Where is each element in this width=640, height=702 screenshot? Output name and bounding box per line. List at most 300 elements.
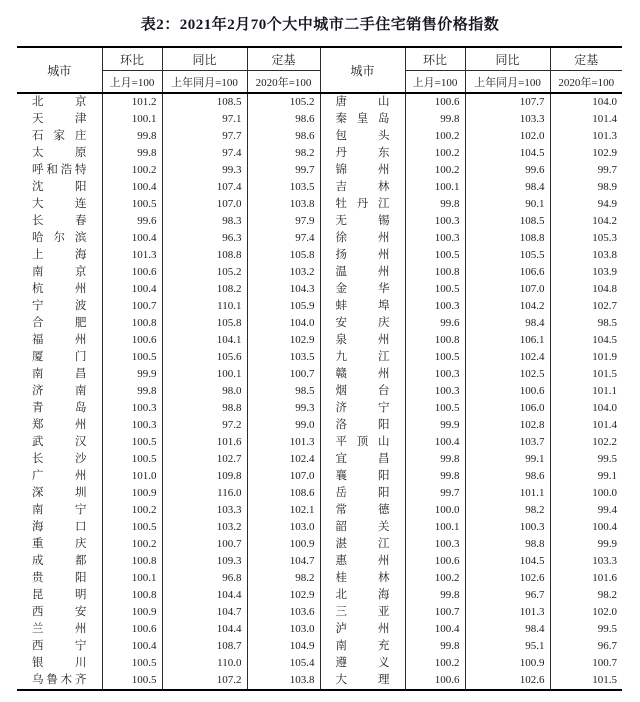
city-cell: 上海	[32, 249, 87, 261]
city-cell: 北海	[320, 587, 405, 604]
mom-value-cell: 100.8	[102, 315, 162, 332]
fixedbase-value-cell: 100.7	[247, 366, 320, 383]
table-body	[17, 93, 622, 690]
fixedbase-value-cell: 98.9	[550, 179, 622, 196]
yoy-value-cell: 108.5	[465, 213, 550, 230]
table-row	[17, 298, 622, 315]
yoy-value-cell: 108.5	[162, 93, 247, 111]
fixedbase-value-cell: 98.2	[247, 570, 320, 587]
yoy-value-cell: 98.2	[465, 502, 550, 519]
city-cell: 唐山	[320, 93, 405, 111]
mom-value-cell: 100.6	[102, 332, 162, 349]
mom-value-cell: 100.1	[405, 179, 465, 196]
city-cell: 金华	[320, 281, 405, 298]
mom-value-cell: 100.7	[102, 298, 162, 315]
mom-value-cell: 100.6	[102, 264, 162, 281]
table-row	[17, 264, 622, 281]
yoy-value-cell: 102.7	[162, 451, 247, 468]
city-cell: 合肥	[32, 317, 87, 329]
fixedbase-value-cell: 101.5	[550, 672, 622, 690]
city-cell: 泸州	[320, 621, 405, 638]
yoy-value-cell: 103.2	[162, 519, 247, 536]
yoy-value-cell: 100.6	[465, 383, 550, 400]
table-row	[17, 570, 622, 587]
fixedbase-value-cell: 103.3	[550, 553, 622, 570]
city-cell: 平顶山	[320, 434, 405, 451]
yoy-value-cell: 101.6	[162, 434, 247, 451]
yoy-value-cell: 98.4	[465, 315, 550, 332]
fixedbase-value-cell: 104.0	[247, 315, 320, 332]
city-cell: 长沙	[32, 453, 87, 465]
yoy-value-cell: 107.4	[162, 179, 247, 196]
fixedbase-value-cell: 103.8	[247, 196, 320, 213]
table-row	[17, 179, 622, 196]
mom-value-cell: 100.5	[405, 281, 465, 298]
table-row	[17, 604, 622, 621]
yoy-value-cell: 109.8	[162, 468, 247, 485]
fixedbase-value-cell: 105.9	[247, 298, 320, 315]
yoy-value-cell: 100.3	[465, 519, 550, 536]
fixedbase-value-cell: 104.0	[550, 400, 622, 417]
fixedbase-value-cell: 107.0	[247, 468, 320, 485]
mom-value-cell: 100.3	[405, 230, 465, 247]
fixedbase-value-cell: 102.9	[550, 145, 622, 162]
yoy-value-cell: 90.1	[465, 196, 550, 213]
mom-value-cell: 100.5	[405, 349, 465, 366]
mom-value-cell: 100.2	[405, 570, 465, 587]
mom-value-cell: 100.3	[405, 366, 465, 383]
city-cell: 扬州	[320, 247, 405, 264]
mom-value-cell: 100.8	[102, 587, 162, 604]
table-row	[17, 655, 622, 672]
table-row	[17, 519, 622, 536]
mom-value-cell: 100.5	[405, 400, 465, 417]
city-cell: 青岛	[32, 402, 87, 414]
fixedbase-value-cell: 98.2	[550, 587, 622, 604]
yoy-value-cell: 95.1	[465, 638, 550, 655]
fixedbase-value-cell: 102.0	[550, 604, 622, 621]
mom-value-cell: 100.8	[102, 553, 162, 570]
yoy-value-cell: 104.7	[162, 604, 247, 621]
mom-value-cell: 100.4	[405, 434, 465, 451]
fixedbase-value-cell: 99.4	[550, 502, 622, 519]
fixedbase-value-cell: 104.9	[247, 638, 320, 655]
city-cell: 遵义	[320, 655, 405, 672]
city-cell: 丹东	[320, 145, 405, 162]
city-cell: 大理	[320, 672, 405, 690]
city-cell: 重庆	[32, 538, 87, 550]
yoy-value-cell: 106.0	[465, 400, 550, 417]
mom-value-cell: 100.3	[102, 417, 162, 434]
page-title: 表2：2021年2月70个大中城市二手住宅销售价格指数	[140, 16, 500, 33]
table-row	[17, 400, 622, 417]
mom-value-cell: 100.9	[102, 604, 162, 621]
fixedbase-value-cell: 103.2	[247, 264, 320, 281]
table-row	[17, 366, 622, 383]
fixedbase-value-cell: 96.7	[550, 638, 622, 655]
fixedbase-value-cell: 101.9	[550, 349, 622, 366]
mom-value-cell: 99.9	[102, 366, 162, 383]
city-cell: 徐州	[320, 230, 405, 247]
subheader-yoy-base-left: 上年同月=100	[162, 71, 247, 94]
table-row	[17, 315, 622, 332]
yoy-value-cell: 107.2	[162, 672, 247, 690]
fixedbase-value-cell: 104.8	[550, 281, 622, 298]
yoy-value-cell: 108.8	[162, 247, 247, 264]
city-cell: 蚌埠	[320, 298, 405, 315]
table-row	[17, 213, 622, 230]
yoy-value-cell: 98.4	[465, 621, 550, 638]
table-header	[17, 47, 622, 93]
yoy-value-cell: 96.7	[465, 587, 550, 604]
yoy-value-cell: 105.6	[162, 349, 247, 366]
city-cell: 牡丹江	[320, 196, 405, 213]
col-header-yoy-right: 同比	[465, 47, 550, 71]
table-row	[17, 485, 622, 502]
fixedbase-value-cell: 108.6	[247, 485, 320, 502]
fixedbase-value-cell: 103.6	[247, 604, 320, 621]
yoy-value-cell: 101.3	[465, 604, 550, 621]
fixedbase-value-cell: 100.4	[550, 519, 622, 536]
table-row	[17, 536, 622, 553]
fixedbase-value-cell: 98.2	[247, 145, 320, 162]
table-row	[17, 281, 622, 298]
yoy-value-cell: 105.8	[162, 315, 247, 332]
city-cell: 海口	[32, 521, 87, 533]
mom-value-cell: 99.6	[405, 315, 465, 332]
mom-value-cell: 101.0	[102, 468, 162, 485]
city-cell: 天津	[32, 113, 87, 125]
city-cell: 大连	[32, 198, 87, 210]
yoy-value-cell: 101.1	[465, 485, 550, 502]
mom-value-cell: 100.1	[102, 111, 162, 128]
table-row	[17, 451, 622, 468]
yoy-value-cell: 96.3	[162, 230, 247, 247]
table-row	[17, 502, 622, 519]
yoy-value-cell: 110.1	[162, 298, 247, 315]
fixedbase-value-cell: 103.8	[550, 247, 622, 264]
yoy-value-cell: 107.0	[465, 281, 550, 298]
city-cell: 洛阳	[320, 417, 405, 434]
mom-value-cell: 100.3	[102, 400, 162, 417]
fixedbase-value-cell: 101.6	[550, 570, 622, 587]
yoy-value-cell: 98.0	[162, 383, 247, 400]
mom-value-cell: 100.8	[405, 264, 465, 281]
table-row	[17, 162, 622, 179]
fixedbase-value-cell: 105.3	[550, 230, 622, 247]
fixedbase-value-cell: 101.1	[550, 383, 622, 400]
yoy-value-cell: 96.8	[162, 570, 247, 587]
yoy-value-cell: 98.4	[465, 179, 550, 196]
table-row	[17, 383, 622, 400]
table-row	[17, 247, 622, 264]
yoy-value-cell: 100.7	[162, 536, 247, 553]
yoy-value-cell: 116.0	[162, 485, 247, 502]
col-header-mom-right: 环比	[405, 47, 465, 71]
yoy-value-cell: 102.5	[465, 366, 550, 383]
fixedbase-value-cell: 98.6	[247, 128, 320, 145]
city-cell: 厦门	[32, 351, 87, 363]
city-cell: 兰州	[32, 623, 87, 635]
fixedbase-value-cell: 99.5	[550, 451, 622, 468]
mom-value-cell: 100.5	[405, 247, 465, 264]
yoy-value-cell: 103.7	[465, 434, 550, 451]
city-cell: 深圳	[32, 487, 87, 499]
city-cell: 宜昌	[320, 451, 405, 468]
mom-value-cell: 100.3	[405, 536, 465, 553]
city-cell: 南京	[32, 266, 87, 278]
yoy-value-cell: 110.0	[162, 655, 247, 672]
fixedbase-value-cell: 104.5	[550, 332, 622, 349]
fixedbase-value-cell: 103.0	[247, 621, 320, 638]
table-row	[17, 111, 622, 128]
city-cell: 吉林	[320, 179, 405, 196]
mom-value-cell: 100.2	[405, 128, 465, 145]
city-cell: 济南	[32, 385, 87, 397]
mom-value-cell: 100.4	[102, 230, 162, 247]
table-row	[17, 621, 622, 638]
yoy-value-cell: 107.7	[465, 93, 550, 111]
fixedbase-value-cell: 99.9	[550, 536, 622, 553]
fixedbase-value-cell: 98.5	[550, 315, 622, 332]
subheader-mom-base-right: 上月=100	[405, 71, 465, 94]
subheader-mom-base-left: 上月=100	[102, 71, 162, 94]
city-cell: 三亚	[320, 604, 405, 621]
yoy-value-cell: 108.2	[162, 281, 247, 298]
fixedbase-value-cell: 99.3	[247, 400, 320, 417]
mom-value-cell: 100.5	[102, 349, 162, 366]
yoy-value-cell: 109.3	[162, 553, 247, 570]
mom-value-cell: 100.2	[405, 655, 465, 672]
table-row	[17, 332, 622, 349]
fixedbase-value-cell: 102.7	[550, 298, 622, 315]
yoy-value-cell: 98.8	[465, 536, 550, 553]
table-row	[17, 417, 622, 434]
mom-value-cell: 100.4	[102, 179, 162, 196]
fixedbase-value-cell: 101.3	[550, 128, 622, 145]
subheader-fixed-base-left: 2020年=100	[247, 71, 320, 94]
col-header-yoy-left: 同比	[162, 47, 247, 71]
fixedbase-value-cell: 105.2	[247, 93, 320, 111]
fixedbase-value-cell: 100.9	[247, 536, 320, 553]
mom-value-cell: 100.1	[405, 519, 465, 536]
city-cell: 宁波	[32, 300, 87, 312]
fixedbase-value-cell: 103.8	[247, 672, 320, 690]
city-cell: 太原	[32, 147, 87, 159]
col-header-mom-left: 环比	[102, 47, 162, 71]
city-cell: 福州	[32, 334, 87, 346]
fixedbase-value-cell: 101.3	[247, 434, 320, 451]
city-cell: 郑州	[32, 419, 87, 431]
mom-value-cell: 100.6	[405, 672, 465, 690]
city-cell: 银川	[32, 657, 87, 669]
city-cell: 武汉	[32, 436, 87, 448]
city-cell: 桂林	[320, 570, 405, 587]
city-cell: 北京	[32, 96, 87, 108]
table-row	[17, 553, 622, 570]
fixedbase-value-cell: 105.4	[247, 655, 320, 672]
fixedbase-value-cell: 102.9	[247, 587, 320, 604]
mom-value-cell: 100.3	[405, 213, 465, 230]
table-row	[17, 672, 622, 690]
yoy-value-cell: 102.6	[465, 570, 550, 587]
mom-value-cell: 99.8	[405, 451, 465, 468]
mom-value-cell: 100.5	[102, 672, 162, 690]
col-header-city-left: 城市	[47, 63, 72, 78]
city-cell: 泉州	[320, 332, 405, 349]
mom-value-cell: 100.7	[405, 604, 465, 621]
yoy-value-cell: 98.6	[465, 468, 550, 485]
table-row	[17, 230, 622, 247]
col-header-fixedbase-left: 定基	[247, 47, 320, 71]
yoy-value-cell: 106.6	[465, 264, 550, 281]
yoy-value-cell: 104.4	[162, 587, 247, 604]
mom-value-cell: 100.6	[405, 93, 465, 111]
fixedbase-value-cell: 98.6	[247, 111, 320, 128]
table-row	[17, 196, 622, 213]
mom-value-cell: 100.4	[405, 621, 465, 638]
fixedbase-value-cell: 102.2	[550, 434, 622, 451]
yoy-value-cell: 103.3	[162, 502, 247, 519]
table-row	[17, 587, 622, 604]
yoy-value-cell: 106.1	[465, 332, 550, 349]
mom-value-cell: 100.4	[102, 281, 162, 298]
mom-value-cell: 99.7	[405, 485, 465, 502]
mom-value-cell: 99.6	[102, 213, 162, 230]
title-bar	[0, 0, 640, 46]
fixedbase-value-cell: 99.1	[550, 468, 622, 485]
mom-value-cell: 99.8	[405, 196, 465, 213]
city-cell: 襄阳	[320, 468, 405, 485]
city-cell: 赣州	[320, 366, 405, 383]
city-cell: 惠州	[320, 553, 405, 570]
yoy-value-cell: 102.0	[465, 128, 550, 145]
city-cell: 九江	[320, 349, 405, 366]
fixedbase-value-cell: 104.0	[550, 93, 622, 111]
yoy-value-cell: 97.4	[162, 145, 247, 162]
city-cell: 济宁	[320, 400, 405, 417]
yoy-value-cell: 99.3	[162, 162, 247, 179]
mom-value-cell: 100.5	[102, 655, 162, 672]
city-cell: 杭州	[32, 283, 87, 295]
yoy-value-cell: 98.8	[162, 400, 247, 417]
city-cell: 哈尔滨	[32, 232, 87, 244]
mom-value-cell: 100.2	[102, 502, 162, 519]
table-row	[17, 128, 622, 145]
mom-value-cell: 100.5	[102, 434, 162, 451]
city-cell: 韶关	[320, 519, 405, 536]
yoy-value-cell: 104.5	[465, 553, 550, 570]
mom-value-cell: 101.3	[102, 247, 162, 264]
city-cell: 沈阳	[32, 181, 87, 193]
mom-value-cell: 100.6	[405, 553, 465, 570]
city-cell: 成都	[32, 555, 87, 567]
fixedbase-value-cell: 104.3	[247, 281, 320, 298]
yoy-value-cell: 102.8	[465, 417, 550, 434]
fixedbase-value-cell: 101.5	[550, 366, 622, 383]
yoy-value-cell: 104.5	[465, 145, 550, 162]
fixedbase-value-cell: 99.0	[247, 417, 320, 434]
table-row	[17, 93, 622, 111]
col-header-city-right: 城市	[320, 47, 405, 93]
city-cell: 南充	[320, 638, 405, 655]
yoy-value-cell: 97.7	[162, 128, 247, 145]
fixedbase-value-cell: 97.4	[247, 230, 320, 247]
mom-value-cell: 100.4	[102, 638, 162, 655]
price-index-table	[17, 46, 622, 691]
city-cell: 乌鲁木齐	[32, 674, 87, 686]
city-cell: 包头	[320, 128, 405, 145]
mom-value-cell: 100.2	[405, 145, 465, 162]
mom-value-cell: 100.0	[405, 502, 465, 519]
fixedbase-value-cell: 103.5	[247, 349, 320, 366]
yoy-value-cell: 103.3	[465, 111, 550, 128]
yoy-value-cell: 100.9	[465, 655, 550, 672]
city-cell: 贵阳	[32, 572, 87, 584]
yoy-value-cell: 102.4	[465, 349, 550, 366]
yoy-value-cell: 99.1	[465, 451, 550, 468]
fixedbase-value-cell: 103.0	[247, 519, 320, 536]
mom-value-cell: 101.2	[102, 93, 162, 111]
mom-value-cell: 100.5	[102, 519, 162, 536]
mom-value-cell: 100.9	[102, 485, 162, 502]
mom-value-cell: 99.8	[405, 111, 465, 128]
city-cell: 南宁	[32, 504, 87, 516]
fixedbase-value-cell: 103.9	[550, 264, 622, 281]
city-cell: 西安	[32, 606, 87, 618]
mom-value-cell: 100.2	[102, 162, 162, 179]
city-cell: 广州	[32, 470, 87, 482]
yoy-value-cell: 105.5	[465, 247, 550, 264]
mom-value-cell: 100.2	[102, 536, 162, 553]
table-row	[17, 468, 622, 485]
fixedbase-value-cell: 97.9	[247, 213, 320, 230]
yoy-value-cell: 97.2	[162, 417, 247, 434]
city-cell: 昆明	[32, 589, 87, 601]
yoy-value-cell: 104.2	[465, 298, 550, 315]
yoy-value-cell: 108.7	[162, 638, 247, 655]
mom-value-cell: 100.3	[405, 298, 465, 315]
table-row	[17, 349, 622, 366]
subheader-yoy-base-right: 上年同月=100	[465, 71, 550, 94]
city-cell: 常德	[320, 502, 405, 519]
yoy-value-cell: 98.3	[162, 213, 247, 230]
mom-value-cell: 100.3	[405, 383, 465, 400]
mom-value-cell: 99.8	[102, 383, 162, 400]
mom-value-cell: 99.8	[102, 128, 162, 145]
fixedbase-value-cell: 99.7	[247, 162, 320, 179]
fixedbase-value-cell: 102.4	[247, 451, 320, 468]
city-cell: 秦皇岛	[320, 111, 405, 128]
fixedbase-value-cell: 99.5	[550, 621, 622, 638]
city-cell: 长春	[32, 215, 87, 227]
fixedbase-value-cell: 104.2	[550, 213, 622, 230]
fixedbase-value-cell: 101.4	[550, 111, 622, 128]
yoy-value-cell: 100.1	[162, 366, 247, 383]
city-cell: 呼和浩特	[32, 164, 87, 176]
mom-value-cell: 99.9	[405, 417, 465, 434]
fixedbase-value-cell: 103.5	[247, 179, 320, 196]
fixedbase-value-cell: 99.7	[550, 162, 622, 179]
city-cell: 南昌	[32, 368, 87, 380]
table-row	[17, 434, 622, 451]
city-cell: 锦州	[320, 162, 405, 179]
subheader-fixed-base-right: 2020年=100	[550, 71, 622, 94]
city-cell: 无锡	[320, 213, 405, 230]
mom-value-cell: 100.5	[102, 196, 162, 213]
mom-value-cell: 99.8	[102, 145, 162, 162]
col-header-fixedbase-right: 定基	[550, 47, 622, 71]
